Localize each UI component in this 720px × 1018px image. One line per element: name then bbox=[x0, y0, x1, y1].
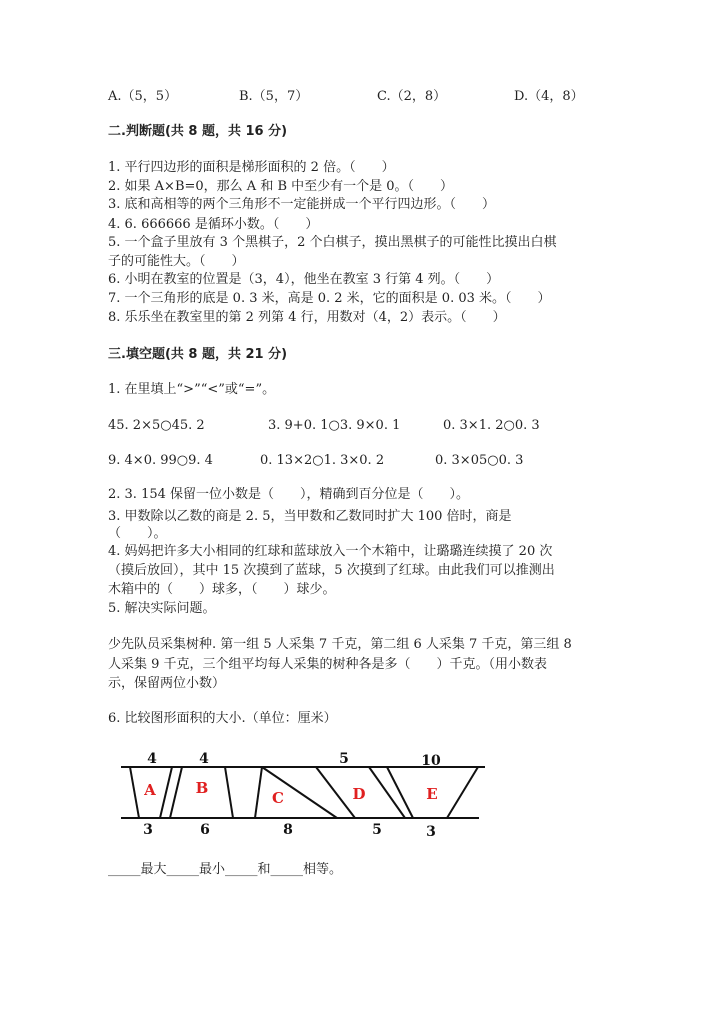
compare-expr: 0. 3×1. 2○0. 3 bbox=[443, 418, 540, 433]
fill-q2: 2. 3. 154 保留一位小数是（ ），精确到百分位是（ ）。 bbox=[108, 487, 470, 502]
bottom-label: 3 bbox=[426, 824, 436, 840]
fill-q1: 1. 在里填上“>”“<”或“=”。 bbox=[108, 382, 276, 397]
top-label: 10 bbox=[421, 753, 441, 769]
top-label: 5 bbox=[339, 751, 349, 767]
compare-expr: 0. 3×05○0. 3 bbox=[435, 453, 524, 468]
fill-q5-text: 示，保留两位小数） bbox=[108, 676, 226, 691]
compare-expr: 45. 2×5○45. 2 bbox=[108, 418, 205, 433]
judge-item: 5. 一个盒子里放有 3 个黑棋子，2 个白棋子，摸出黑棋子的可能性比摸出白棋 bbox=[108, 235, 557, 250]
bottom-label: 8 bbox=[283, 822, 293, 838]
judge-item: 2. 如果 A×B=0，那么 A 和 B 中至少有一个是 0。（ ） bbox=[108, 179, 454, 194]
compare-expr: 0. 13×2○1. 3×0. 2 bbox=[260, 453, 385, 468]
compare-expr: 3. 9+0. 1○3. 9×0. 1 bbox=[268, 418, 401, 433]
fill-q4: 4. 妈妈把许多大小相同的红球和蓝球放入一个木箱中，让璐璐连续摸了 20 次 bbox=[108, 544, 553, 559]
shape-c-edge bbox=[255, 767, 262, 818]
section3-heading: 三.填空题(共 8 题，共 21 分) bbox=[108, 347, 288, 362]
compare-expr: 9. 4×0. 99○9. 4 bbox=[108, 453, 213, 468]
judge-item: 3. 底和高相等的两个三角形不一定能拼成一个平行四边形。（ ） bbox=[108, 197, 496, 212]
bottom-label: 3 bbox=[143, 822, 153, 838]
judge-item: 子的可能性大。（ ） bbox=[108, 254, 245, 269]
judge-item: 6. 小明在教室的位置是（3，4），他坐在教室 3 行第 4 列。（ ） bbox=[108, 272, 500, 287]
judge-item: 1. 平行四边形的面积是梯形面积的 2 倍。（ ） bbox=[108, 160, 395, 175]
answer-blanks: _____最大_____最小_____和_____相等。 bbox=[108, 862, 343, 877]
fill-q5: 5. 解决实际问题。 bbox=[108, 601, 216, 616]
shape-label-c: C bbox=[272, 789, 284, 807]
option-a: A.（5，5） bbox=[108, 89, 178, 104]
fill-q4: （摸后放回），其中 15 次摸到了蓝球，5 次摸到了红球。由此我们可以推测出 bbox=[108, 563, 555, 578]
shape-e-edge bbox=[447, 767, 478, 818]
fill-q6: 6. 比较图形面积的大小.（单位：厘米） bbox=[108, 711, 337, 726]
fill-q3: （ ）。 bbox=[108, 526, 167, 541]
section2-heading: 二.判断题(共 8 题，共 16 分) bbox=[108, 124, 288, 139]
fill-q3: 3. 甲数除以乙数的商是 2. 5，当甲数和乙数同时扩大 100 倍时，商是 bbox=[108, 509, 512, 524]
bottom-label: 5 bbox=[372, 822, 382, 838]
option-b: B.（5，7） bbox=[239, 89, 309, 104]
shape-d-edge bbox=[316, 767, 355, 818]
top-label: 4 bbox=[199, 751, 209, 767]
fill-q5-text: 少先队员采集树种. 第一组 5 人采集 7 千克，第二组 6 人采集 7 千克，第三组 8 bbox=[108, 637, 572, 652]
bottom-label: 6 bbox=[200, 822, 210, 838]
shape-a-edge bbox=[130, 767, 139, 818]
judge-item: 8. 乐乐坐在教室里的第 2 列第 4 行，用数对（4，2）表示。（ ） bbox=[108, 310, 506, 325]
option-d: D.（4，8） bbox=[514, 89, 584, 104]
shape-b-edge bbox=[225, 767, 233, 818]
shape-label-a: A bbox=[144, 781, 156, 799]
fill-q5-text: 人采集 9 千克，三个组平均每人采集的树种各是多（ ）千克。（用小数表 bbox=[108, 657, 548, 672]
shape-label-e: E bbox=[426, 785, 438, 803]
judge-item: 7. 一个三角形的底是 0. 3 米，高是 0. 2 米，它的面积是 0. 03 米。（ ） bbox=[108, 291, 551, 306]
shape-label-b: B bbox=[195, 779, 209, 797]
judge-item: 4. 6. 666666 是循环小数。（ ） bbox=[108, 217, 319, 232]
option-c: C.（2，8） bbox=[377, 89, 447, 104]
shape-b-edge bbox=[170, 767, 182, 818]
fill-q4: 木箱中的（ ）球多，（ ）球少。 bbox=[108, 582, 336, 597]
top-label: 4 bbox=[147, 751, 157, 767]
shape-a-edge bbox=[160, 767, 172, 818]
shape-label-d: D bbox=[352, 785, 366, 803]
